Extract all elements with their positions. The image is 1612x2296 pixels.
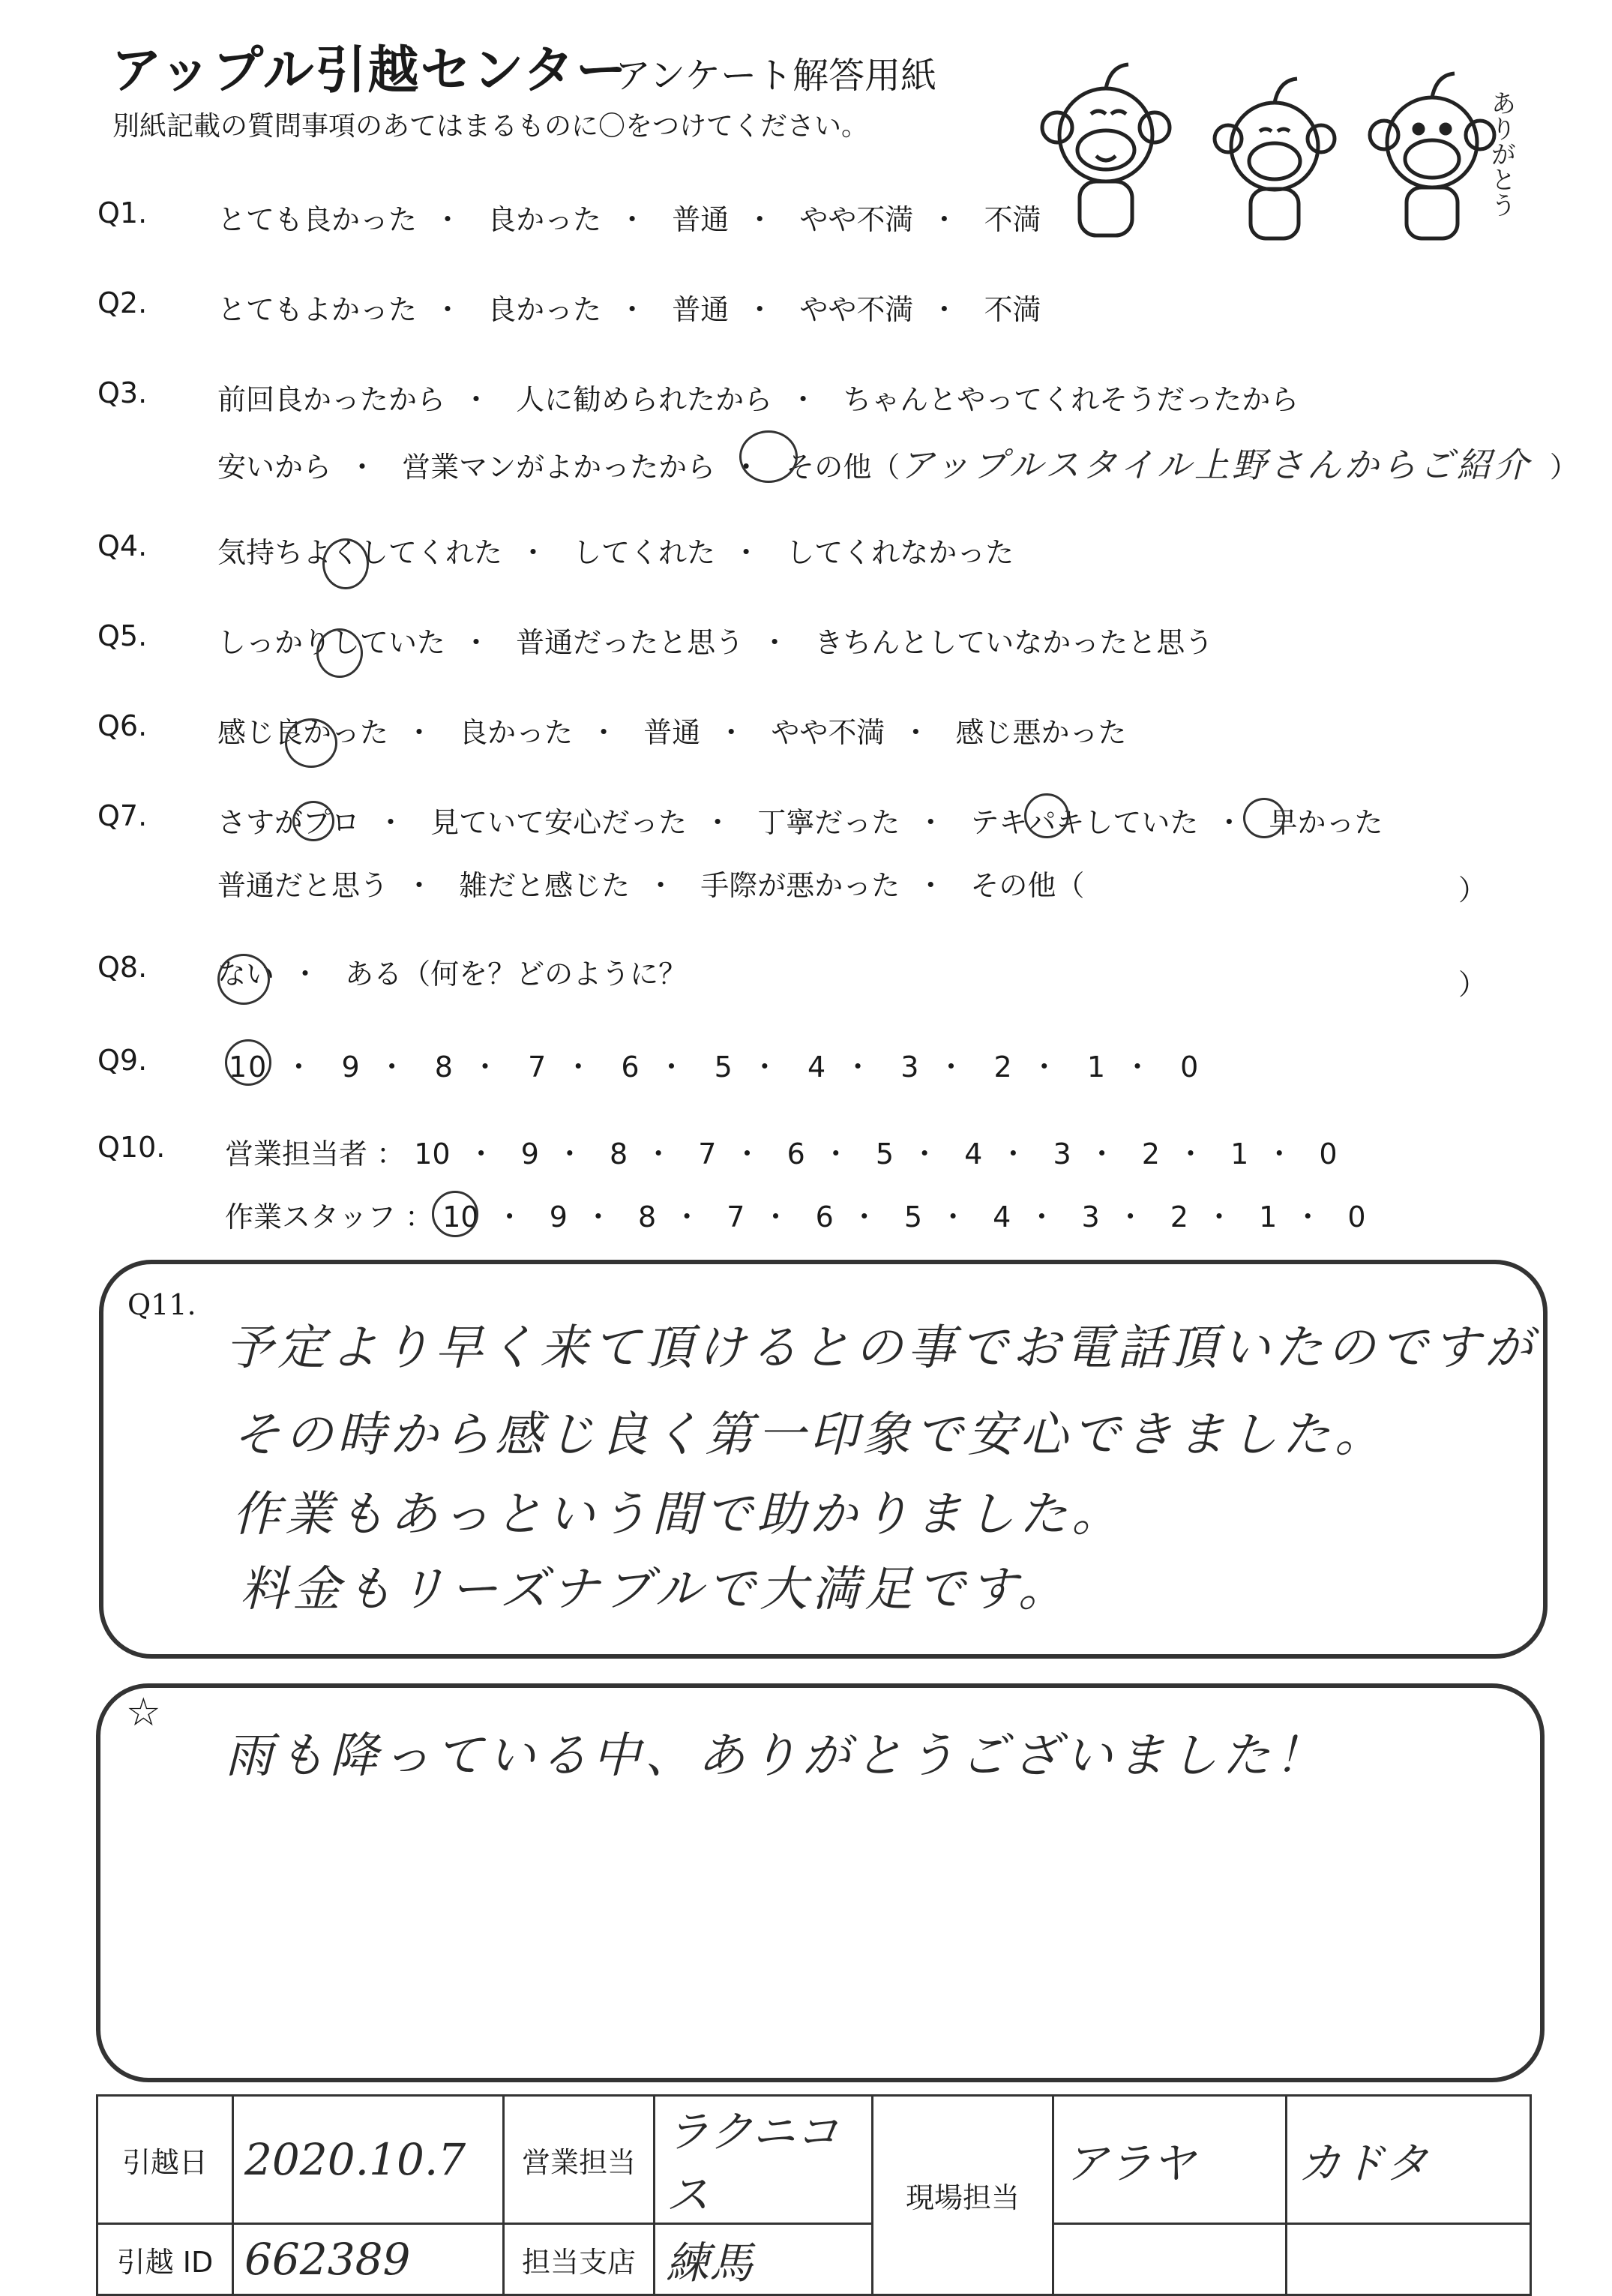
q10-sales-score[interactable]: 1 (1230, 1138, 1249, 1170)
q10-sales-score[interactable]: 7 (698, 1138, 717, 1170)
move-date-value[interactable]: 2020.10.7 (233, 2096, 504, 2224)
q3-selection-circle (739, 430, 798, 483)
branch-label: 担当支店 (504, 2224, 655, 2295)
q3-option[interactable]: 安いから (217, 451, 332, 484)
q9-score[interactable]: 5 (714, 1051, 734, 1084)
q11-comment-line: その時から感じ良く第一印象で安心できました。 (232, 1407, 1387, 1463)
q7-option[interactable]: 手際が悪かった (700, 869, 900, 902)
q11-comment-line: 予定より早く来て頂けるとの事でお電話頂いたのですが (225, 1320, 1537, 1376)
q2-option[interactable]: 良かった (487, 293, 602, 326)
q9-score[interactable]: 8 (434, 1051, 454, 1084)
move-date-label: 引越日 (97, 2096, 233, 2224)
q3-option[interactable]: 人に勧められたから (516, 383, 773, 416)
q9-score[interactable]: 10 (229, 1051, 268, 1084)
q7-options-line2: 普通だと思う ・ 雑だと感じた ・ 手際が悪かった ・ その他（ (217, 862, 1084, 904)
q9-score[interactable]: 7 (528, 1051, 548, 1084)
sales-rep-label: 営業担当 (504, 2096, 655, 2224)
q2-option[interactable]: 不満 (984, 293, 1041, 326)
q1-option[interactable]: 不満 (984, 203, 1041, 236)
q1-option[interactable]: 普通 (672, 203, 730, 236)
q3-other-answer[interactable]: アップルスタイル上野さんからご紹介 (900, 445, 1532, 485)
q10-staff-score[interactable]: 10 (442, 1200, 479, 1233)
q7-option[interactable]: さすがプロ (217, 806, 361, 839)
q1-label: Q1. (97, 196, 148, 229)
q10-sales-score[interactable]: 0 (1319, 1138, 1338, 1170)
q10-staff-score[interactable]: 9 (549, 1200, 568, 1233)
q5-options: しっかりしていた ・ 普通だったと思う ・ きちんとしていなかったと思う (217, 619, 1213, 661)
q8-options: ない ・ ある（何を？どのように？ (217, 951, 687, 992)
q3-option-other[interactable]: その他（ (786, 451, 900, 484)
q10-sales-score[interactable]: 6 (787, 1138, 805, 1170)
q6-option[interactable]: やや不満 (771, 716, 885, 749)
q9-selection-circle (225, 1039, 271, 1086)
q10-staff-selection-circle (432, 1191, 478, 1237)
q7-option[interactable]: 普通だと思う (217, 869, 389, 902)
q10-staff-score[interactable]: 0 (1347, 1200, 1366, 1233)
q6-selection-circle (285, 718, 337, 768)
q8-option-some[interactable]: ある（何を？どのように？ (345, 958, 688, 991)
q10-staff-label: 作業スタッフ (225, 1200, 397, 1233)
q6-options: 感じ良かった ・ 良かった ・ 普通 ・ やや不満 ・ 感じ悪かった (217, 709, 1127, 751)
q10-label: Q10. (97, 1131, 166, 1164)
q7-selection-circle (1024, 793, 1069, 838)
q2-option[interactable]: とてもよかった (217, 293, 418, 326)
q9-score[interactable]: 4 (807, 1051, 828, 1084)
site-rep-value[interactable]: カドタ (1287, 2096, 1531, 2224)
q9-label: Q9. (97, 1044, 148, 1077)
q10-sales-score[interactable]: 4 (964, 1138, 983, 1170)
q8-label: Q8. (97, 951, 148, 984)
q3-option[interactable]: ちゃんとやってくれそうだったから (843, 383, 1299, 416)
q6-option[interactable]: 感じ悪かった (955, 716, 1127, 749)
star-icon: ☆ (126, 1690, 161, 1735)
site-rep-value[interactable]: アラヤ (1053, 2096, 1287, 2224)
q10-sales-score[interactable]: 9 (520, 1138, 539, 1170)
q10-staff-score[interactable]: 8 (637, 1200, 657, 1233)
q7-option[interactable]: 見ていて安心だった (430, 806, 688, 839)
mascot-thanks-text: ありがとう (1486, 90, 1516, 217)
q10-sales-score[interactable]: 3 (1053, 1138, 1071, 1170)
q4-options: 気持ちよくしてくれた ・ してくれた ・ してくれなかった (217, 529, 1014, 571)
q4-selection-circle (322, 538, 369, 589)
q5-option[interactable]: しっかりしていた (217, 626, 446, 659)
q10-sales-score[interactable]: 8 (609, 1138, 628, 1170)
q8-close: ） (1458, 968, 1488, 1001)
q9-score[interactable]: 1 (1086, 1051, 1107, 1084)
sales-rep-value[interactable]: ラクニコス (655, 2096, 873, 2224)
q10-staff-score[interactable]: 1 (1259, 1200, 1278, 1233)
q10-staff-score[interactable]: 4 (993, 1200, 1011, 1233)
q2-option[interactable]: やや不満 (799, 293, 914, 326)
q11-label: Q11. (127, 1288, 196, 1321)
q10-sales-score[interactable]: 10 (414, 1138, 451, 1170)
q10-staff-score[interactable]: 2 (1170, 1200, 1188, 1233)
q5-label: Q5. (97, 619, 148, 652)
q8-option-none[interactable]: ない (217, 958, 275, 991)
q9-scale: 10 ・ 9 ・ 8 ・ 7 ・ 6 ・ 5 ・ 4 ・ 3 ・ 2 ・ 1 ・ 0 (229, 1051, 1200, 1084)
q3-option[interactable]: 前回良かったから (217, 383, 446, 416)
q7-option-other[interactable]: その他（ (970, 869, 1085, 902)
q4-option[interactable]: 気持ちよくしてくれた (217, 536, 503, 569)
q6-option[interactable]: 良かった (459, 716, 574, 749)
q1-option[interactable]: 良かった (487, 203, 602, 236)
move-info-table (96, 2094, 1532, 2296)
monkey-mascots-illustration (1027, 45, 1522, 247)
q4-option[interactable]: してくれた (573, 536, 716, 569)
q2-options: とてもよかった ・ 良かった ・ 普通 ・ やや不満 ・ 不満 (217, 286, 1041, 328)
q7-options-line1: さすがプロ ・ 見ていて安心だった ・ 丁寧だった ・ テキパキしていた ・ 早かった (217, 799, 1383, 841)
move-id-value[interactable]: 662389 (233, 2224, 504, 2295)
q9-score[interactable]: 0 (1180, 1051, 1200, 1084)
q10-colon: ： (405, 1200, 434, 1233)
q4-option[interactable]: してくれなかった (786, 536, 1014, 569)
q9-score[interactable]: 6 (621, 1051, 641, 1084)
q9-score[interactable]: 2 (993, 1051, 1014, 1084)
q4-label: Q4. (97, 529, 148, 562)
q2-option[interactable]: 普通 (672, 293, 730, 326)
q8-selection-circle (217, 954, 270, 1005)
branch-value[interactable]: 練馬 (655, 2224, 873, 2295)
q3-option[interactable]: 営業マンがよかったから (402, 451, 716, 484)
q1-option[interactable]: やや不満 (799, 203, 914, 236)
q7-selection-circle (292, 801, 334, 841)
q10-sales-label: 営業担当者 (225, 1138, 368, 1170)
instruction-text: 別紙記載の質問事項のあてはまるものに〇をつけてください。 (112, 111, 869, 142)
q3-options-line1: 前回良かったから ・ 人に勧められたから ・ ちゃんとやってくれそうだったから (217, 376, 1299, 418)
site-rep-label: 現場担当 (873, 2096, 1053, 2295)
q6-label: Q6. (97, 709, 148, 742)
q10-staff-row: 作業スタッフ ： 10 ・ 9 ・ 8 ・ 7 ・ 6 ・ 5 ・ 4 ・ 3 ・ 2 ・ 1 ・ 0 (225, 1194, 1366, 1235)
q5-option[interactable]: きちんとしていなかったと思う (814, 626, 1214, 659)
q10-sales-score[interactable]: 2 (1141, 1138, 1160, 1170)
q11-comment-line: 作業もあっという間で助かりました。 (232, 1487, 1125, 1542)
move-id-label: 引越 ID (97, 2224, 233, 2295)
q11-comment-line: 料金もリーズナブルで大満足です。 (240, 1562, 1071, 1617)
q10-staff-score[interactable]: 3 (1081, 1200, 1100, 1233)
q10-sales-score[interactable]: 5 (875, 1138, 894, 1170)
q6-option[interactable]: 感じ良かった (217, 716, 389, 749)
q1-option[interactable]: とても良かった (217, 203, 418, 236)
site-rep-empty-cell[interactable] (1287, 2224, 1531, 2295)
site-rep-empty-cell[interactable] (1053, 2224, 1287, 2295)
q3-label: Q3. (97, 376, 148, 409)
q6-option[interactable]: 普通 (643, 716, 701, 749)
form-subtitle: アンケート解答用紙 (615, 55, 937, 97)
q7-other-close: ） (1458, 874, 1488, 907)
q9-score[interactable]: 9 (341, 1051, 361, 1084)
q10-staff-score[interactable]: 7 (727, 1200, 745, 1233)
message-text: 雨も降っている中、ありがとうございました！ (225, 1728, 1327, 1784)
q7-option[interactable]: 丁寧だった (757, 806, 900, 839)
q3-options-line2: 安いから ・ 営業マンがよかったから ・ その他（アップルスタイル上野さんからご紹介 ） (217, 438, 1578, 487)
q3-other-close: ） (1549, 451, 1578, 484)
q10-colon: ： (376, 1138, 406, 1170)
q7-option[interactable]: テキパキしていた (970, 806, 1199, 839)
q1-options: とても良かった ・ 良かった ・ 普通 ・ やや不満 ・ 不満 (217, 196, 1041, 238)
q10-staff-score[interactable]: 6 (815, 1200, 834, 1233)
q5-selection-circle (316, 628, 363, 678)
q7-label: Q7. (97, 799, 148, 832)
form-title: アップル引越センター (111, 41, 628, 100)
q7-option[interactable]: 雑だと感じた (459, 869, 631, 902)
q10-staff-score[interactable]: 5 (903, 1200, 923, 1233)
q5-option[interactable]: 普通だったと思う (516, 626, 745, 659)
q7-selection-circle (1243, 798, 1285, 838)
q10-sales-row: 営業担当者 ： 10 ・ 9 ・ 8 ・ 7 ・ 6 ・ 5 ・ 4 ・ 3 ・ 2 ・ 1 ・ 0 (225, 1131, 1338, 1172)
q9-score[interactable]: 3 (900, 1051, 921, 1084)
q2-label: Q2. (97, 286, 148, 319)
q7-option[interactable]: 早かった (1269, 806, 1383, 839)
